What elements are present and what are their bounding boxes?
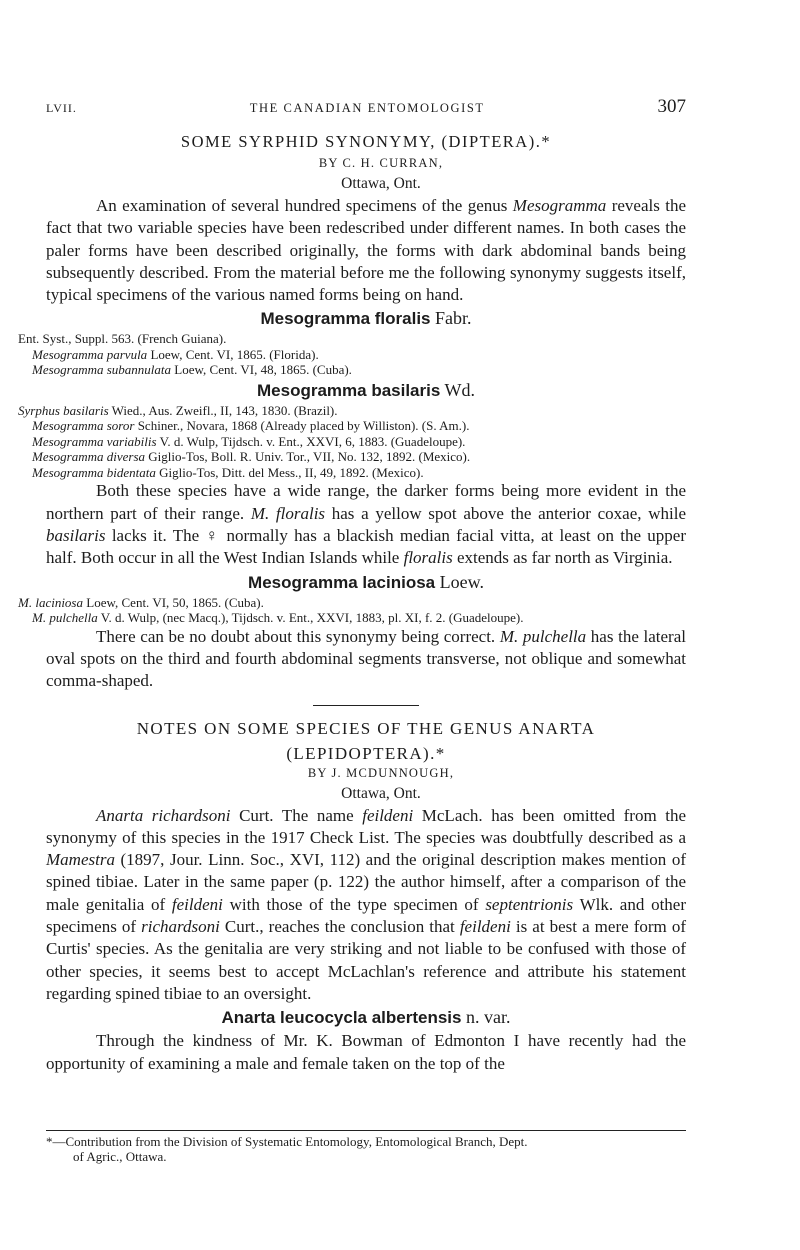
citation-entry bbox=[18, 434, 686, 450]
citation-reference: V. d. Wulp, Tijdsch. v. Ent., XXVI, 6, 1883. (Guadeloupe). bbox=[156, 433, 466, 449]
article2-title-line1: NOTES ON SOME SPECIES OF THE GENUS ANARTA bbox=[136, 718, 596, 738]
citation-entry bbox=[18, 449, 686, 465]
species-name: Mesogramma basilaris bbox=[257, 380, 441, 400]
citation-entry bbox=[18, 403, 686, 419]
species-author: Fabr. bbox=[435, 308, 472, 329]
footnote bbox=[46, 1134, 686, 1164]
volume-number: LVII. bbox=[46, 101, 77, 115]
citation-taxon: Mesogramma diversa bbox=[32, 449, 146, 465]
page-number: 307 bbox=[657, 96, 686, 117]
footnote-line2: of Agric., Ottawa. bbox=[73, 1149, 167, 1164]
running-head bbox=[46, 96, 686, 118]
species-name: Mesogramma floralis bbox=[260, 309, 431, 329]
article1-title: SOME SYRPHID SYNONYMY, (DIPTERA).* bbox=[180, 132, 552, 151]
citation-entry bbox=[18, 418, 686, 434]
citation-list-laciniosa bbox=[18, 595, 686, 626]
species-author: Wd. bbox=[444, 379, 475, 400]
article2-title-line2: (LEPIDOPTERA).* bbox=[286, 743, 446, 763]
citation-entry bbox=[18, 331, 686, 347]
citation-reference: Loew, Cent. VI, 50, 1865. (Cuba). bbox=[83, 594, 264, 610]
intro-text: An examination of several hundred specimens of the genus Mesogramma reveals the fact that two variable species have been redescribed under different names. In both cases the paler forms have been described originally, the forms with dark abdominal bands being subsequently described. From the material before me the following synonymy suggests itself, typical specimens of the various named forms being on hand. bbox=[46, 196, 686, 305]
citation-taxon: Mesogramma bidentata bbox=[32, 464, 156, 480]
subhead-albertensis bbox=[46, 1007, 686, 1028]
section-divider bbox=[313, 705, 419, 706]
journal-title: THE CANADIAN ENTOMOLOGIST bbox=[249, 101, 485, 115]
citation-entry bbox=[18, 595, 686, 611]
article1-paragraph-2: Both these species have a wide range, the darker forms being more evident in the northern part of their range. M. floralis has a yellow spot above the anterior coxae, while basilaris lacks it. The ♀ normally has a blackish median facial vitta, at least on the upper half. Both occur in all the West Indian Islands while floralis extends as far north as Virginia. bbox=[46, 481, 686, 568]
footnote-rule bbox=[46, 1130, 686, 1131]
article2-paragraph-1: Anarta richardsoni Curt. The name feildeni McLach. has been omitted from the synonymy of this species in the 1917 Check List. The species was doubtfully described as a Mamestra (1897, Jour. Linn. Soc., XVI, 112) and the original description makes mention of spined tibiae. Later in the same paper (p. 122) the author himself, after a comparison of the male genitalia of feildeni with those of the type specimen of septentrionis Wlk. and other specimens of richardsoni Curt., reaches the conclusion that feildeni is at best a mere form of Curtis' species. As the genitalia are very striking and not liable to be confused with those of other species, it seems best to accept McLachlan's reference and attribute his statement regarding spined tibiae to an oversight. bbox=[46, 805, 687, 1003]
citation-taxon: Mesogramma variabilis bbox=[32, 433, 157, 449]
citation-reference: Schiner., Novara, 1868 (Already placed by Williston). (S. Am.). bbox=[134, 418, 470, 434]
article1-paragraph-3: There can be no doubt about this synonymy being correct. M. pulchella has the lateral oval spots on the third and fourth abdominal segments transverse, not oblique and somewhat comma-shaped. bbox=[46, 626, 686, 691]
citation-reference: Giglio-Tos, Boll. R. Univ. Tor., VII, No. 132, 1892. (Mexico). bbox=[145, 449, 471, 465]
article1-byline: BY C. H. CURRAN, bbox=[318, 156, 444, 170]
citation-reference: Ent. Syst., Suppl. 563. (French Guiana). bbox=[18, 331, 227, 347]
citation-reference: Wied., Aus. Zweifl., II, 143, 1830. (Brazil). bbox=[108, 402, 338, 418]
citation-list-basilaris bbox=[18, 403, 686, 481]
citation-taxon: M. pulchella bbox=[32, 610, 98, 626]
citation-taxon: Mesogramma parvula bbox=[32, 346, 148, 362]
species-heading-floralis bbox=[46, 308, 686, 329]
species-name: Mesogramma laciniosa bbox=[248, 572, 436, 592]
citation-entry bbox=[18, 610, 686, 626]
article1-intro bbox=[46, 195, 686, 306]
citation-reference: Loew, Cent. VI, 1865. (Florida). bbox=[147, 346, 319, 362]
citation-taxon: M. laciniosa bbox=[18, 594, 83, 610]
page-body bbox=[18, 96, 687, 1075]
citation-taxon: Mesogramma subannulata bbox=[32, 362, 172, 378]
citation-reference: Loew, Cent. VI, 48, 1865. (Cuba). bbox=[171, 362, 352, 378]
article1-place: Ottawa, Ont. bbox=[341, 175, 421, 192]
article2-byline: BY J. MCDUNNOUGH, bbox=[307, 765, 455, 780]
article2-paragraph-2: Through the kindness of Mr. K. Bowman of Edmonton I have recently had the opportunity of examining a male and female taken on the top of the bbox=[46, 1031, 686, 1073]
footnote-line1: *—Contribution from the Division of Systematic Entomology, Entomological Branch, Dept. bbox=[46, 1134, 528, 1149]
species-heading-laciniosa bbox=[46, 572, 686, 593]
citation-taxon: Syrphus basilaris bbox=[18, 402, 109, 418]
citation-entry bbox=[18, 347, 686, 363]
citation-entry bbox=[18, 362, 686, 378]
article2-place: Ottawa, Ont. bbox=[341, 784, 421, 802]
citation-taxon: Mesogramma soror bbox=[32, 418, 135, 434]
subhead-name: Anarta leucocycla albertensis bbox=[221, 1008, 462, 1028]
citation-list-floralis bbox=[18, 331, 686, 378]
citation-entry bbox=[18, 465, 686, 481]
species-heading-basilaris bbox=[46, 380, 686, 401]
species-author: Loew. bbox=[439, 571, 484, 592]
citation-reference: Giglio-Tos, Ditt. del Mess., II, 49, 1892. (Mexico). bbox=[155, 464, 424, 480]
subhead-suffix: n. var. bbox=[466, 1007, 511, 1028]
citation-reference: V. d. Wulp, (nec Macq.), Tijdsch. v. Ent., XXVI, 1883, pl. XI, f. 2. (Guadeloupe). bbox=[97, 610, 524, 626]
